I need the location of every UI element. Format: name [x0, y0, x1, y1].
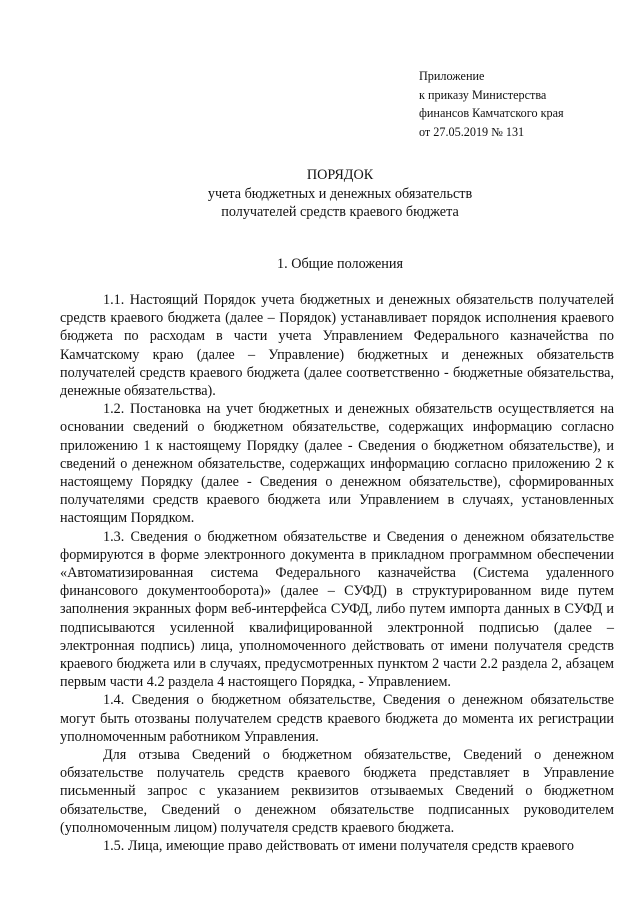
appendix-line: финансов Камчатского края	[419, 106, 564, 120]
paragraph-1-5: 1.5. Лица, имеющие право действовать от имени получателя средств краевого	[103, 838, 574, 855]
appendix-date-line: от 27.05.2019 № 131	[419, 124, 525, 139]
paragraph-1-2: 1.2. Постановка на учет бюджетных и денежных обязательств осуществляется на основании сведений о бюджетном обязательстве, содержащих информацию согласно приложению 1 к настоящему Порядку (далее - Сведения о бюджетном обязательстве), и сведений о денежном обязательстве, содержащих информацию согласно приложению 2 к настоящему Порядку (далее - Сведения о денежном обязательстве), сформированных получателями средств краевого бюджета или Управлением в случаях, установленных настоящим Порядком.	[60, 401, 614, 527]
document-body	[60, 291, 614, 855]
paragraph-1-1: 1.1. Настоящий Порядок учета бюджетных и денежных обязательств получателей средств краевого бюджета (далее – Порядок) устанавливает порядок исполнения краевого бюджета по расходам в части учета Управлением Федерального казначейства по Камчатскому краю (далее – Управление) бюджетных и денежных обязательств получателей средств краевого бюджета (далее соответственно - бюджетные обязательства, денежные обязательства).	[60, 292, 614, 400]
appendix-line: к приказу Министерства	[419, 87, 547, 102]
title-subtitle-line: учета бюджетных и денежных обязательств	[207, 185, 473, 202]
appendix-note	[419, 67, 619, 141]
paragraph-1-3: 1.3. Сведения о бюджетном обязательстве и Сведения о денежном обязательстве формируются в форме электронного документа в прикладном программном обеспечении «Автоматизированная система Федерального казначейства (Система удаленного финансового документооборота)» (далее – СУФД) в структурированном виде путем заполнения экранных форм веб-интерфейса СУФД, либо путем импорта данных в СУФД и подписываются усиленной квалифицированной электронной подписью (далее – электронная подпись) лица, уполномоченного действовать от имени получателя средств краевого бюджета или в случаях, предусмотренных пунктом 2 части 2.2 раздела 2, абзацем первым части 4.2 раздела 4 настоящего Порядка, - Управлением.	[60, 528, 614, 691]
document-title	[60, 166, 620, 222]
section-heading: 1. Общие положения	[277, 256, 403, 272]
paragraph-1-4-continued: Для отзыва Сведений о бюджетном обязательстве, Сведений о денежном обязательстве получатель средств краевого бюджета представляет в Управление письменный запрос с указанием реквизитов отзываемых Сведений о бюджетном обязательстве, Сведений о денежном обязательстве подписанных руководителем (уполномоченным лицом) получателя средств краевого бюджета.	[60, 747, 614, 836]
title-main: ПОРЯДОК	[306, 167, 374, 183]
appendix-line: Приложение	[419, 69, 485, 83]
paragraph-1-4: 1.4. Сведения о бюджетном обязательстве, Сведения о денежном обязательстве могут быть отозваны получателем средств краевого бюджета до момента их регистрации уполномоченным работником Управления.	[60, 692, 614, 745]
title-subtitle-line: получателей средств краевого бюджета	[221, 204, 459, 220]
